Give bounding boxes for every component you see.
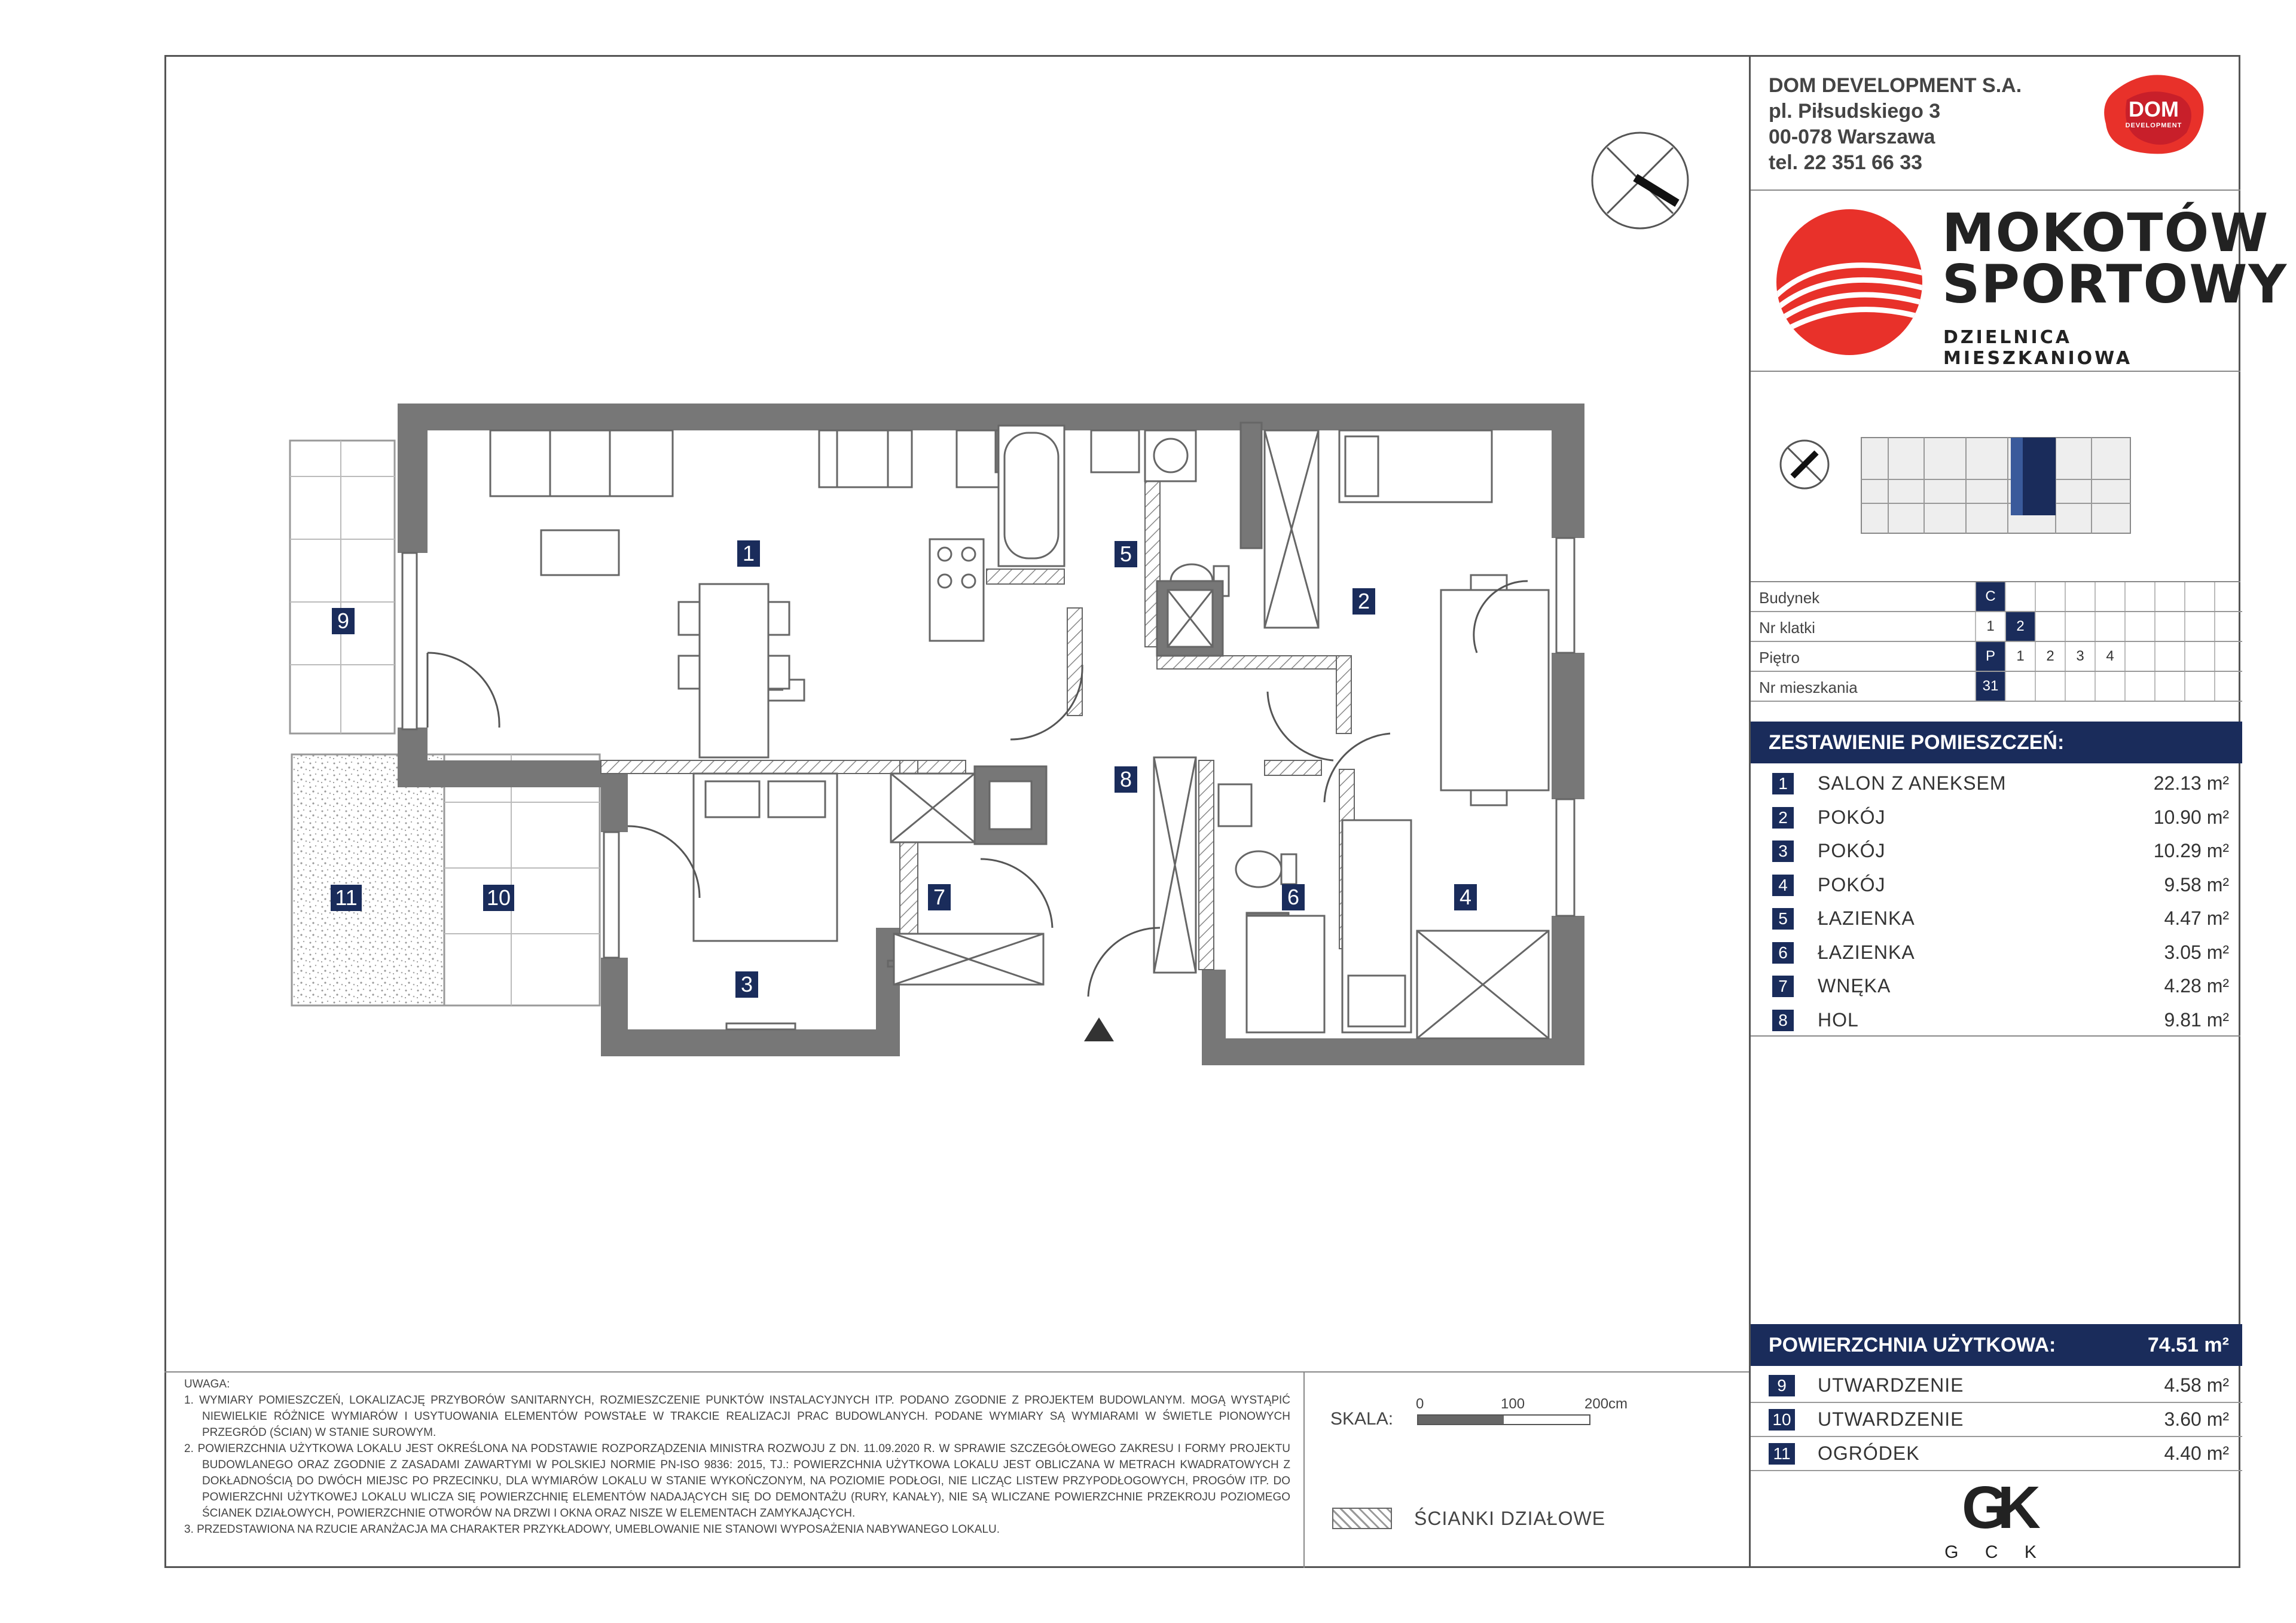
scale-bar-fill bbox=[1418, 1416, 1504, 1424]
unit-info-cell bbox=[2095, 672, 2124, 701]
plan-label-7: 7 bbox=[928, 884, 951, 910]
outdoor-row bbox=[1751, 1368, 2242, 1403]
unit-info-cell bbox=[2154, 672, 2184, 701]
unit-info-cell bbox=[2154, 642, 2184, 671]
usable-area-bar bbox=[1751, 1324, 2242, 1366]
company-address bbox=[1769, 73, 2022, 176]
gck-mark: GK bbox=[1962, 1474, 2030, 1541]
dd-logo-text-2: DEVELOPMENT bbox=[2125, 122, 2182, 129]
room-name: SALON Z ANEKSEM bbox=[1818, 772, 2007, 794]
plan-label-10: 10 bbox=[483, 885, 514, 911]
gck-letters: G C K bbox=[1944, 1542, 2047, 1562]
company-name: DOM DEVELOPMENT S.A. bbox=[1769, 74, 2022, 97]
unit-info-cell: 2 bbox=[2005, 612, 2035, 641]
plan-label-1: 1 bbox=[737, 540, 760, 567]
outdoor-area: 4.40 m² bbox=[2164, 1442, 2229, 1464]
info-panel bbox=[1749, 55, 2288, 1568]
room-number: 4 bbox=[1772, 875, 1794, 896]
closet-7 bbox=[891, 766, 1046, 844]
unit-info-cell bbox=[2065, 612, 2095, 641]
company-city: 00-078 Warszawa bbox=[1769, 126, 1935, 148]
unit-info-cell bbox=[2124, 612, 2154, 641]
divider bbox=[1751, 371, 2240, 372]
room-area: 4.47 m² bbox=[2164, 907, 2229, 929]
room-name: POKÓJ bbox=[1818, 806, 1886, 828]
unit-info-cell bbox=[2065, 582, 2095, 611]
outdoor-name: UTWARDZENIE bbox=[1818, 1374, 1964, 1396]
room-row bbox=[1751, 1003, 2242, 1037]
notes-heading: UWAGA: bbox=[184, 1378, 230, 1390]
plan-label-5: 5 bbox=[1115, 541, 1137, 567]
unit-info-cell bbox=[2214, 672, 2244, 701]
plan-label-4: 4 bbox=[1454, 884, 1477, 910]
unit-info-cell bbox=[2184, 642, 2214, 671]
scale-bar bbox=[1417, 1414, 1590, 1425]
unit-info-cell bbox=[2184, 672, 2214, 701]
room-name: ŁAZIENKA bbox=[1818, 941, 1915, 963]
unit-info-row bbox=[1751, 672, 2242, 702]
unit-info-label: Piętro bbox=[1759, 649, 1800, 667]
project-title bbox=[1942, 202, 2288, 315]
outdoor-number: 11 bbox=[1769, 1443, 1795, 1465]
room-row bbox=[1751, 800, 2242, 834]
unit-info-cell bbox=[2214, 582, 2244, 611]
company-street: pl. Piłsudskiego 3 bbox=[1769, 100, 1941, 123]
key-plan bbox=[1769, 384, 2235, 581]
room-4-furniture bbox=[1342, 820, 1549, 1038]
mokotow-sportowy-logo bbox=[1775, 207, 1924, 357]
scale-label: SKALA: bbox=[1330, 1409, 1394, 1429]
room-area: 3.05 m² bbox=[2164, 941, 2229, 963]
room-area: 9.58 m² bbox=[2164, 873, 2229, 895]
unit-info-cell: 31 bbox=[1975, 672, 2005, 701]
room-area: 10.29 m² bbox=[2153, 840, 2229, 861]
notes bbox=[184, 1376, 1290, 1538]
rooms-header: ZESTAWIENIE POMIESZCZEŃ: bbox=[1751, 722, 2242, 763]
room-name: ŁAZIENKA bbox=[1818, 907, 1915, 929]
unit-info-cell bbox=[2154, 582, 2184, 611]
unit-info-cell bbox=[2005, 672, 2035, 701]
unit-info-cell bbox=[2035, 672, 2065, 701]
north-compass bbox=[1592, 133, 1688, 228]
unit-info-label: Nr klatki bbox=[1759, 619, 1815, 637]
project-title-line1: MOKOTÓW bbox=[1942, 202, 2270, 264]
outdoor-area: 4.58 m² bbox=[2164, 1374, 2229, 1396]
unit-info-cell bbox=[2124, 642, 2154, 671]
unit-info-cell bbox=[2035, 582, 2065, 611]
room-number: 8 bbox=[1772, 1010, 1794, 1031]
notes-separator bbox=[1303, 1371, 1305, 1568]
unit-info-cell bbox=[2095, 582, 2124, 611]
note-1: 1. WYMIARY POMIESZCZEŃ, LOKALIZACJĘ PRZYBORÓW SANITARNYCH, ROZMIESZCZENIE PUNKTÓW INSTALACYJNYCH ITP. PODANO ZGODNIE Z PROJEKTEM BUDOWLANYM. MOGĄ WYSTĄPIĆ NIEWIELKIE RÓŻNICE WYMIARÓW I USYTUOWANIA ELEMENTÓW POWSTAŁE W TRAKCIE REALIZACJI PRAC BUDOWLANYCH. PODANE WYMIARY SĄ WYMIARAMI W ŚWIETLE PIONOWYCH PRZEGRÓD (ŚCIAN) W STANIE SUROWYM. bbox=[184, 1394, 1290, 1439]
unit-info-row bbox=[1751, 642, 2242, 672]
unit-info-cell bbox=[2035, 612, 2065, 641]
unit-info-cell: 1 bbox=[1975, 612, 2005, 641]
room-number: 2 bbox=[1772, 807, 1794, 829]
plan-label-3: 3 bbox=[735, 971, 758, 998]
terrace-10 bbox=[444, 754, 600, 1005]
dd-logo-text-1: DOM bbox=[2129, 97, 2179, 121]
unit-info-cell bbox=[2065, 672, 2095, 701]
plan-label-6: 6 bbox=[1282, 884, 1305, 910]
room-name: WNĘKA bbox=[1818, 975, 1891, 997]
room-name: POKÓJ bbox=[1818, 840, 1886, 861]
outdoor-name: UTWARDZENIE bbox=[1818, 1408, 1964, 1430]
room-number: 3 bbox=[1772, 840, 1794, 862]
partition-legend-swatch bbox=[1332, 1508, 1392, 1529]
room-area: 10.90 m² bbox=[2153, 806, 2229, 828]
room-row bbox=[1751, 834, 2242, 867]
unit-info-cell bbox=[2154, 612, 2184, 641]
unit-info-label: Budynek bbox=[1759, 589, 1820, 607]
scale-tick-0: 0 bbox=[1416, 1396, 1424, 1412]
unit-info-cell bbox=[2095, 612, 2124, 641]
unit-info-cell bbox=[2214, 612, 2244, 641]
outdoor-number: 10 bbox=[1769, 1409, 1795, 1431]
unit-info-row bbox=[1751, 612, 2242, 642]
outdoor-row bbox=[1751, 1436, 2242, 1471]
note-2: 2. POWIERZCHNIA UŻYTKOWA LOKALU JEST OKREŚLONA NA PODSTAWIE ROZPORZĄDZENIA MINISTRA ROZWOJU Z DN. 11.09.2020 R. W SPRAWIE SZCZEGÓŁOWEGO ZAKRESU I FORMY PROJEKTU BUDOWLANEGO ORAZ ZGODNIE Z ZASADAMI ZAWARTYMI W POLSKIEJ NORMIE PN-ISO 9836: 2015, TJ.: POWIERZCHNIA UŻYTKOWA LOKALU JEST OBLICZANA W METRACH KWADRATOWYCH Z DOKŁADNOŚCIĄ DO DWÓCH MIEJSC PO PRZECINKU, DLA WYMIARÓW LOKALU W STANIE WYKOŃCZONYM, NA POZIOMIE PODŁOGI, NIE LICZĄC LISTEW PRZYPODŁOGOWYCH, PROGÓW ITP. DO POWIERZCHNI UŻYTKOWEJ LOKALU WLICZA SIĘ POWIERZCHNIĘ ELEMENTÓW NADAJĄCYCH SIĘ DO DEMONTAŻU (RURY, KANAŁY), NIE SĄ WLICZANE POWIERZCHNIE PRZEKROJU POZIOMEGO ŚCIANEK DZIAŁOWYCH, POWIERZCHNIE OTWORÓW NA DRZWI I OKNA ORAZ NISZE W ELEMENTACH ZAMYKAJĄCYCH. bbox=[184, 1442, 1290, 1520]
floor-plan bbox=[164, 55, 1749, 1371]
room-row bbox=[1751, 901, 2242, 935]
unit-info-cell: 1 bbox=[2005, 642, 2035, 671]
divider bbox=[1751, 1035, 2240, 1037]
room-area: 4.28 m² bbox=[2164, 975, 2229, 997]
room-area: 22.13 m² bbox=[2153, 772, 2229, 794]
unit-info-cell: 3 bbox=[2065, 642, 2095, 671]
project-subtitle: DZIELNICA MIESZKANIOWA bbox=[1943, 327, 2133, 369]
unit-info-row bbox=[1751, 582, 2242, 612]
outdoor-row bbox=[1751, 1402, 2242, 1437]
room-name: HOL bbox=[1818, 1008, 1859, 1031]
unit-info-cell bbox=[2184, 612, 2214, 641]
unit-info-cell bbox=[2005, 582, 2035, 611]
partition-legend-label: ŚCIANKI DZIAŁOWE bbox=[1414, 1508, 1606, 1529]
floor-plan-drawing bbox=[164, 55, 1749, 1371]
note-3: 3. PRZEDSTAWIONA NA RZUCIE ARANŻACJA MA CHARAKTER PRZYKŁADOWY, UMEBLOWANIE NIE STANOWI WYPOSAŻENIA NABYWANEGO LOKALU. bbox=[184, 1523, 1000, 1536]
scale-tick-200: 200cm bbox=[1584, 1396, 1628, 1412]
usable-area-value: 74.51 m² bbox=[2147, 1334, 2229, 1356]
unit-info-cell bbox=[2214, 642, 2244, 671]
living-furniture bbox=[490, 430, 1061, 757]
room-name: POKÓJ bbox=[1818, 873, 1886, 895]
plan-label-8: 8 bbox=[1115, 766, 1137, 793]
unit-info-label: Nr mieszkania bbox=[1759, 678, 1858, 696]
entrance-arrow-icon bbox=[1084, 1017, 1114, 1041]
room-row bbox=[1751, 969, 2242, 1002]
project-title-line2: SPORTOWY bbox=[1942, 253, 2288, 315]
scale-tick-100: 100 bbox=[1501, 1396, 1525, 1412]
unit-info-cell: C bbox=[1975, 582, 2005, 611]
garden-11 bbox=[292, 754, 444, 1005]
terrace-9 bbox=[290, 441, 395, 733]
outdoor-number: 9 bbox=[1769, 1375, 1795, 1396]
company-phone: tel. 22 351 66 33 bbox=[1769, 151, 1923, 174]
room-area: 9.81 m² bbox=[2164, 1008, 2229, 1031]
outdoor-area: 3.60 m² bbox=[2164, 1408, 2229, 1430]
plan-label-9: 9 bbox=[332, 608, 355, 634]
room-number: 1 bbox=[1772, 773, 1794, 794]
notes-divider bbox=[164, 1371, 1749, 1373]
unit-info-cell: 2 bbox=[2035, 642, 2065, 671]
room-2-furniture bbox=[1339, 430, 1549, 805]
unit-info-cell bbox=[2124, 582, 2154, 611]
unit-info-cell: 4 bbox=[2095, 642, 2124, 671]
usable-area-label: POWIERZCHNIA UŻYTKOWA: bbox=[1769, 1334, 2056, 1356]
outdoor-name: OGRÓDEK bbox=[1818, 1442, 1920, 1464]
room-row bbox=[1751, 766, 2242, 800]
divider bbox=[1751, 189, 2240, 191]
gck-logo bbox=[1936, 1474, 2056, 1567]
room-number: 6 bbox=[1772, 942, 1794, 964]
plan-label-2: 2 bbox=[1352, 588, 1375, 615]
room-row bbox=[1751, 868, 2242, 901]
room-number: 5 bbox=[1772, 908, 1794, 930]
unit-info-cell bbox=[2124, 672, 2154, 701]
unit-info-cell: P bbox=[1975, 642, 2005, 671]
unit-info-cell bbox=[2184, 582, 2214, 611]
plan-label-11: 11 bbox=[331, 885, 362, 911]
room-row bbox=[1751, 936, 2242, 969]
room-number: 7 bbox=[1772, 976, 1794, 997]
dom-development-logo bbox=[2091, 67, 2210, 157]
